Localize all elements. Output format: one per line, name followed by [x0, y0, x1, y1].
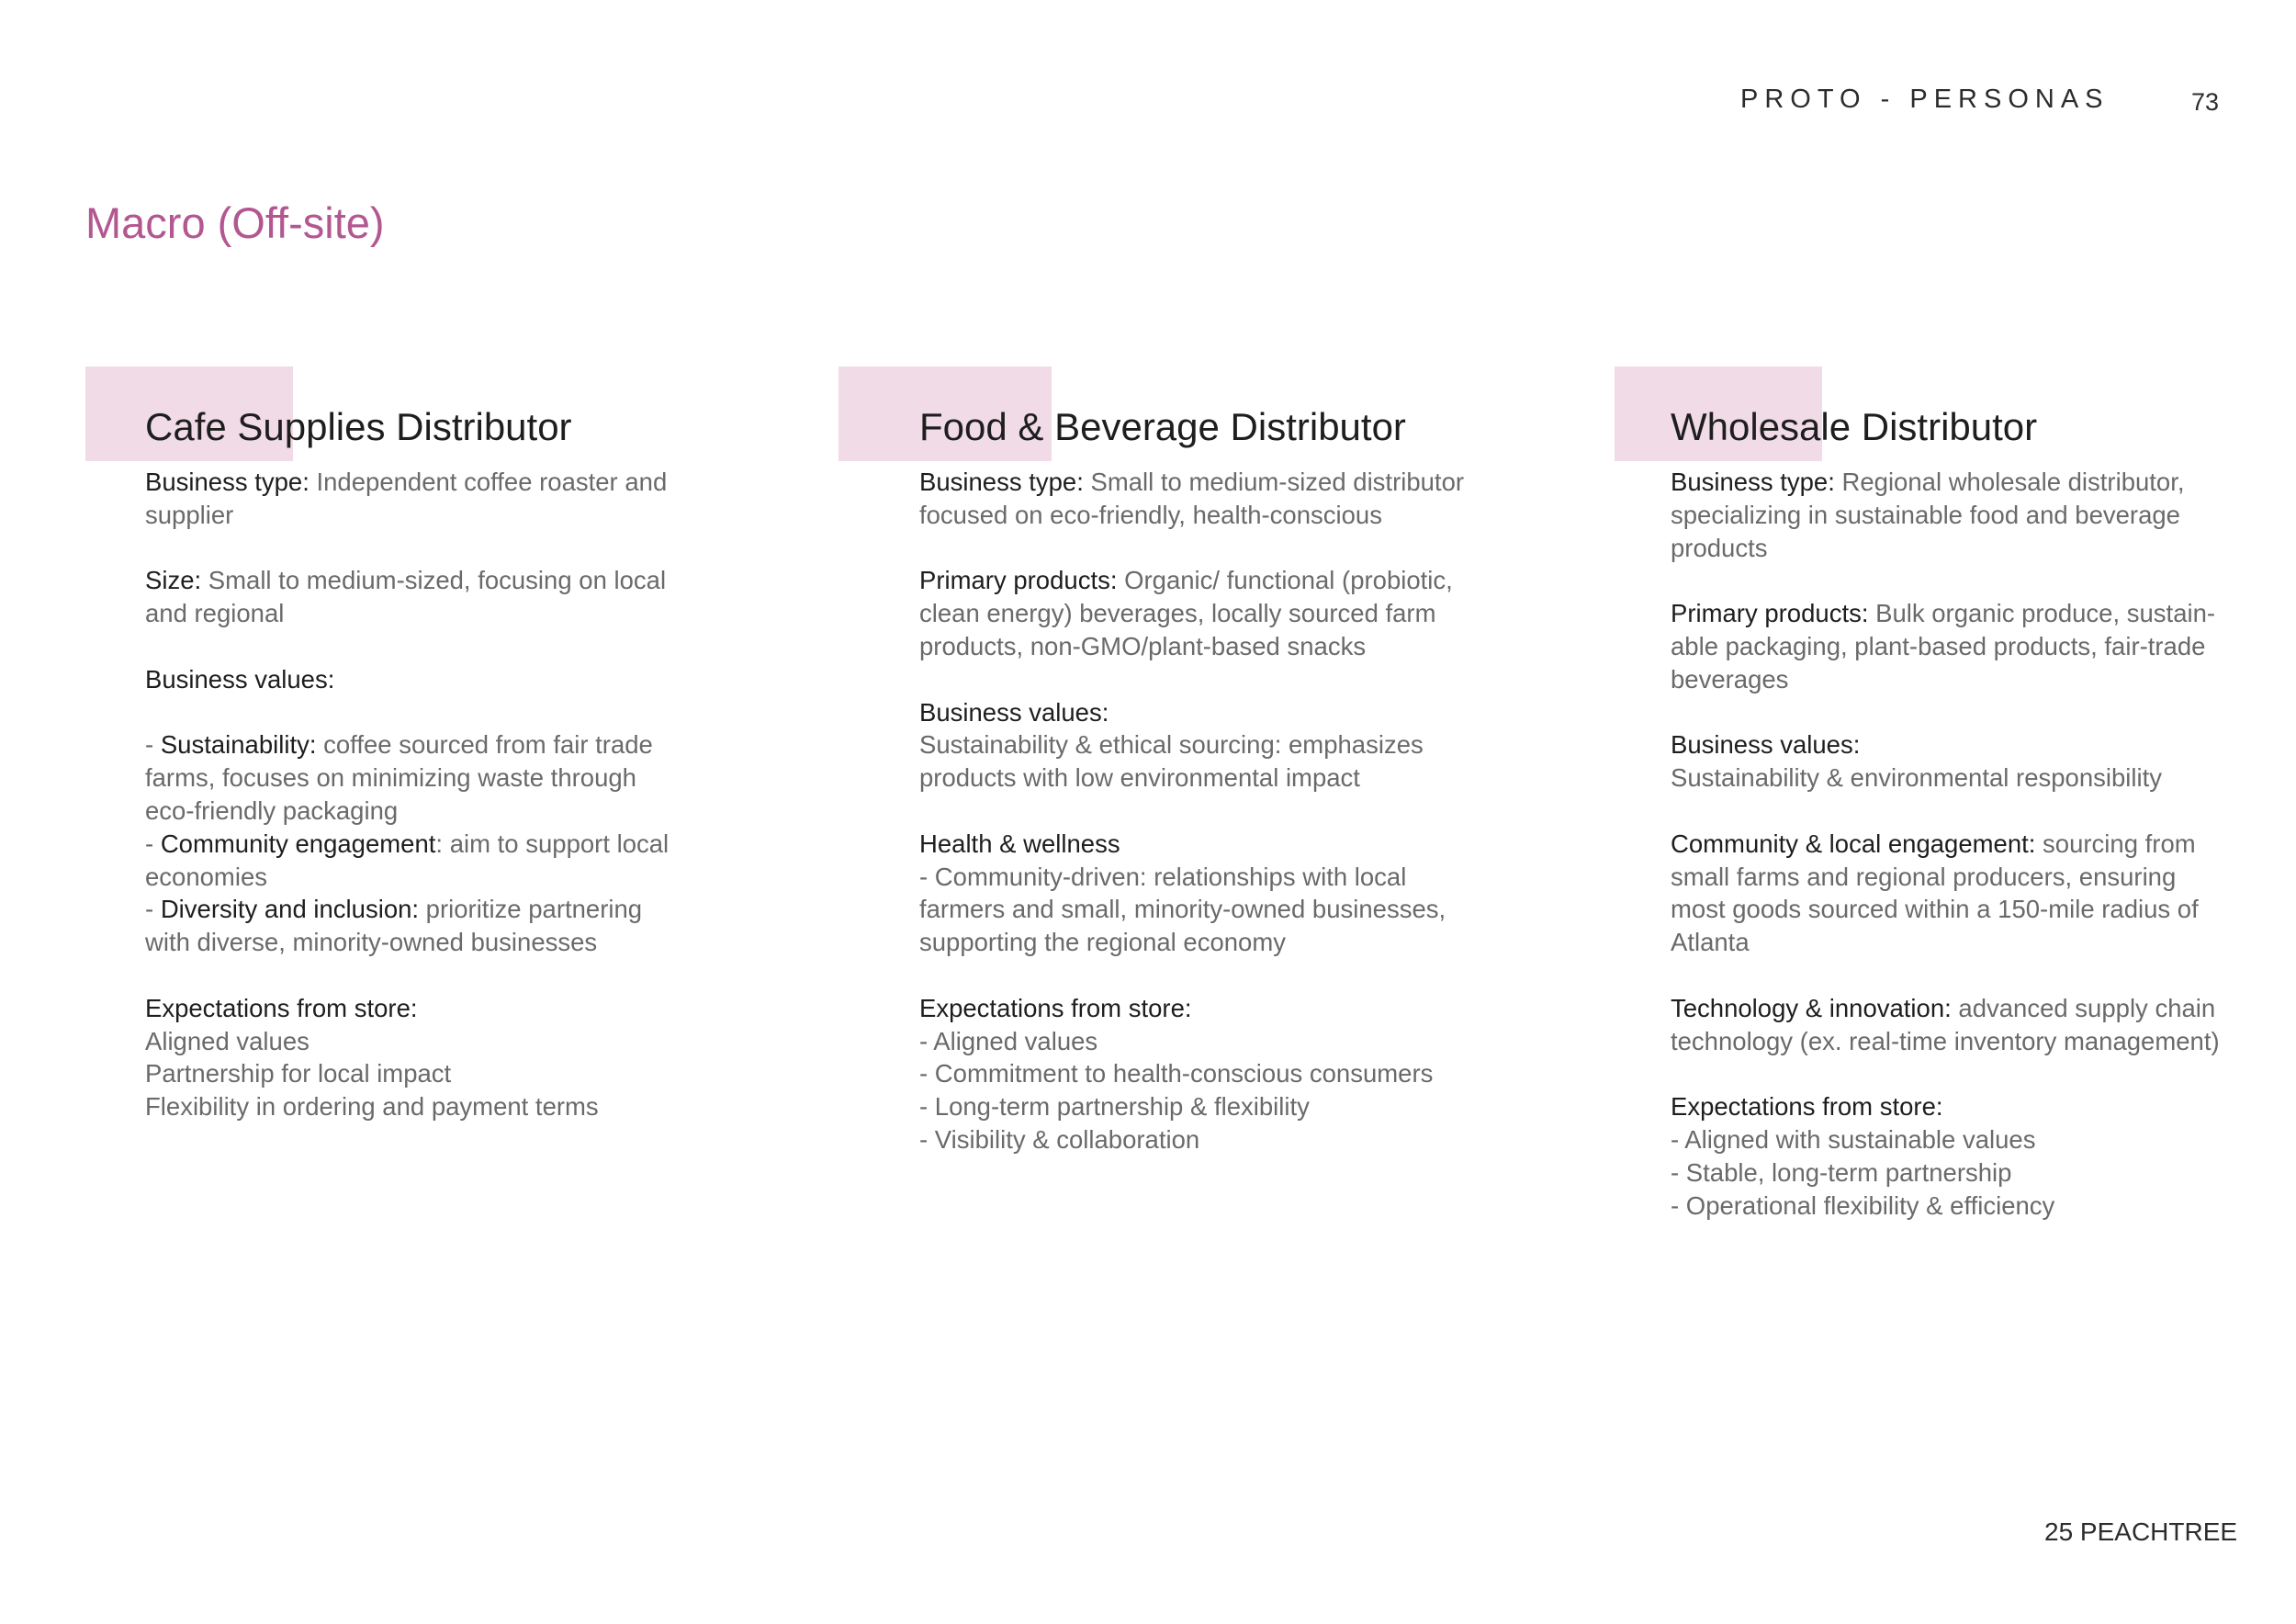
detail-line [1671, 532, 2220, 565]
line-text: advanced supply chain [1951, 993, 2216, 1022]
line-text: - Long-term partnership & flexibility [919, 1092, 1310, 1122]
detail-line [145, 1025, 669, 1058]
detail-line [919, 663, 1464, 696]
detail-line [1671, 564, 2220, 597]
detail-line [919, 1057, 1464, 1090]
line-text: sourcing from [2035, 829, 2196, 858]
detail-line [145, 926, 669, 959]
detail-line [919, 564, 1464, 597]
detail-line [919, 926, 1464, 959]
line-text: coffee sourced from fair trade [316, 730, 653, 760]
detail-line [1671, 861, 2220, 894]
section-header-title: PROTO - PERSONAS [1740, 85, 2110, 114]
line-text: - Stable, long-term partnership [1671, 1157, 2012, 1187]
detail-line [919, 795, 1464, 828]
detail-line [1671, 926, 2220, 959]
detail-line [1671, 959, 2220, 992]
detail-line [145, 959, 669, 992]
detail-line [1671, 728, 2220, 761]
persona-heading: Wholesale Distributor [1671, 405, 2038, 448]
line-label: Technology & innovation: [1671, 993, 1952, 1022]
line-text: economies [145, 862, 267, 891]
line-text: Independent coffee roaster and [309, 468, 668, 496]
line-text: eco-friendly packaging [145, 795, 399, 825]
line-text: - Community-driven: relationships with local [919, 862, 1407, 891]
detail-line [919, 597, 1464, 630]
line-text: small farms and regional producers, ensuring [1671, 862, 2177, 891]
line-text: Partnership for local impact [145, 1059, 452, 1088]
detail-line [1671, 795, 2220, 828]
line-text: focused on eco-friendly, health-conscious [919, 500, 1382, 529]
line-text: Aligned values [145, 1026, 310, 1055]
line-text: most goods sourced within a 150-mile radius of [1671, 895, 2199, 924]
line-text: farms, focuses on minimizing waste through [145, 763, 636, 793]
footer-brand: 25 PEACHTREE [2044, 1517, 2238, 1546]
line-text: products with low environmental impact [919, 763, 1360, 793]
line-text: products, non-GMO/plant-based snacks [919, 631, 1367, 660]
line-text: prioritize partnering [419, 895, 643, 924]
line-text: and regional [145, 599, 285, 628]
detail-line [919, 466, 1464, 499]
detail-line [145, 828, 669, 861]
detail-line [919, 696, 1464, 729]
detail-line [1671, 630, 2220, 663]
detail-line [145, 861, 669, 894]
detail-line [145, 728, 669, 761]
line-label: Diversity and inclusion: [160, 895, 420, 924]
line-prefix: - [145, 730, 161, 760]
detail-line [1671, 696, 2220, 729]
detail-line [1671, 1123, 2220, 1156]
detail-line [1671, 597, 2220, 630]
line-label: Expectations from store: [919, 993, 1192, 1022]
detail-line [919, 532, 1464, 565]
line-text: Regional wholesale distributor, [1834, 468, 2185, 496]
line-text: - Aligned with sustainable values [1671, 1124, 2036, 1154]
detail-line [1671, 992, 2220, 1025]
detail-line [919, 959, 1464, 992]
detail-line [145, 761, 669, 795]
line-text: beverages [1671, 664, 1789, 694]
line-label: Size: [145, 566, 202, 595]
detail-line [145, 696, 669, 729]
page-number: 73 [2191, 88, 2220, 116]
line-label: Business type: [1671, 468, 1835, 496]
line-text: Organic/ functional (probiotic, [1117, 566, 1453, 595]
line-text: : aim to support local [435, 829, 670, 858]
line-label: Business values: [145, 664, 335, 694]
detail-line [145, 1057, 669, 1090]
line-prefix: - [145, 829, 161, 858]
detail-line [919, 861, 1464, 894]
persona-details [919, 466, 1464, 1156]
line-text: Flexibility in ordering and payment terms [145, 1092, 599, 1122]
detail-line [145, 663, 669, 696]
page-title: Macro (Off-site) [85, 198, 385, 247]
detail-line [145, 564, 669, 597]
line-text: Sustainability & environmental responsibility [1671, 763, 2162, 793]
line-text: - Commitment to health-conscious consumers [919, 1059, 1434, 1088]
detail-line [1671, 1156, 2220, 1190]
persona-column-wholesale [1671, 401, 2220, 1222]
persona-column-food-beverage [919, 401, 1464, 1156]
line-text: Atlanta [1671, 928, 1750, 957]
detail-line [919, 828, 1464, 861]
detail-line [1671, 1057, 2220, 1090]
detail-line [919, 1123, 1464, 1156]
detail-line [919, 728, 1464, 761]
line-text: farmers and small, minority-owned businesses, [919, 895, 1446, 924]
line-label: Primary products: [919, 566, 1118, 595]
line-label: Business values: [919, 697, 1109, 727]
persona-details [1671, 466, 2220, 1222]
line-text: Bulk organic produce, sustain- [1868, 599, 2216, 628]
detail-line [145, 466, 669, 499]
line-label: Expectations from store: [1671, 1092, 1943, 1122]
detail-line [145, 795, 669, 828]
detail-line [145, 630, 669, 663]
line-label: Sustainability: [160, 730, 317, 760]
line-text: - Aligned values [919, 1026, 1098, 1055]
detail-line [919, 761, 1464, 795]
line-label: Primary products: [1671, 599, 1869, 628]
detail-line [145, 992, 669, 1025]
persona-heading: Cafe Supplies Distributor [145, 405, 572, 448]
detail-line [145, 1090, 669, 1123]
line-label: Community engagement [160, 829, 436, 858]
detail-line [1671, 663, 2220, 696]
detail-line [145, 893, 669, 926]
persona-details [145, 466, 669, 1123]
detail-line [1671, 1190, 2220, 1223]
line-text: specializing in sustainable food and beverage [1671, 500, 2180, 529]
line-text: products [1671, 533, 1768, 562]
line-text: - Visibility & collaboration [919, 1124, 1200, 1154]
detail-line [919, 630, 1464, 663]
detail-line [919, 499, 1464, 532]
detail-line [1671, 499, 2220, 532]
detail-line [919, 1025, 1464, 1058]
line-text: technology (ex. real-time inventory management) [1671, 1026, 2220, 1055]
line-text: Sustainability & ethical sourcing: emphasizes [919, 730, 1424, 760]
line-label: Expectations from store: [145, 993, 418, 1022]
line-label: Business type: [145, 468, 310, 496]
detail-line [919, 893, 1464, 926]
line-prefix: - [145, 895, 161, 924]
detail-line [1671, 761, 2220, 795]
line-text: clean energy) beverages, locally sourced farm [919, 599, 1436, 628]
line-text: with diverse, minority-owned businesses [145, 928, 598, 957]
detail-line [1671, 828, 2220, 861]
detail-line [1671, 1025, 2220, 1058]
detail-line [145, 532, 669, 565]
line-label: Business type: [919, 468, 1084, 496]
detail-line [1671, 1090, 2220, 1123]
detail-line [919, 992, 1464, 1025]
persona-column-cafe-supplies [145, 401, 669, 1123]
detail-line [1671, 893, 2220, 926]
line-text: able packaging, plant-based products, fair-trade [1671, 631, 2206, 660]
line-text: - Operational flexibility & efficiency [1671, 1190, 2055, 1220]
detail-line [1671, 466, 2220, 499]
line-label: Community & local engagement: [1671, 829, 2036, 858]
line-label: Health & wellness [919, 829, 1120, 858]
detail-line [919, 1090, 1464, 1123]
line-label: Business values: [1671, 730, 1861, 760]
detail-line [145, 499, 669, 532]
detail-line [145, 597, 669, 630]
persona-heading: Food & Beverage Distributor [919, 405, 1406, 448]
line-text: Small to medium-sized, focusing on local [201, 566, 667, 595]
line-text: supporting the regional economy [919, 928, 1287, 957]
line-text: Small to medium-sized distributor [1083, 468, 1465, 496]
line-text: supplier [145, 500, 234, 529]
